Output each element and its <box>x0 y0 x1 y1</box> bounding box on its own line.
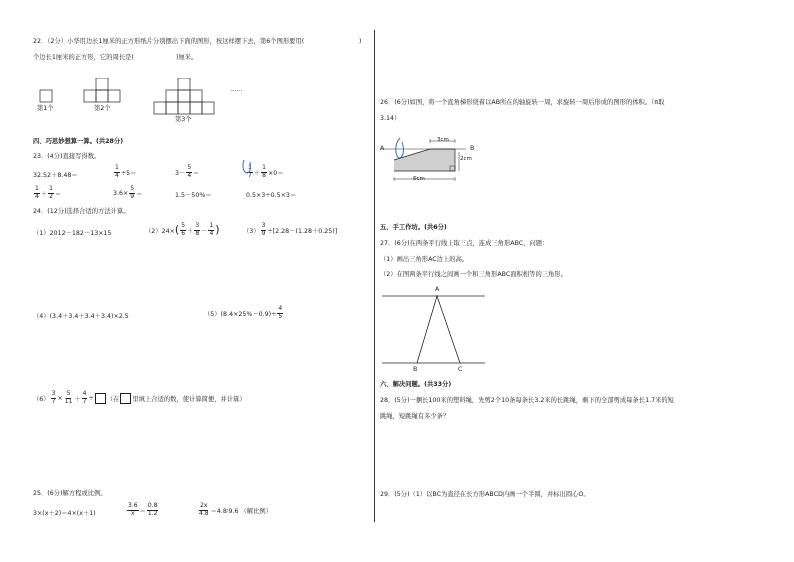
q24-p6: （6） $\frac{3}{7}$ × $\frac{5}{11}$ ＋ $\frac{4}{7}$ ÷ （在 里填上合适的数，使计算简便，并计算） <box>33 390 246 405</box>
q23-r1c4: $\frac{1}{7}$ ＋ $\frac{1}{8}$ ×0＝ <box>248 164 284 179</box>
q24-p4: （4）(3.4＋3.4＋3.4＋3.4)×2.5 <box>33 313 129 320</box>
section4-title: 四、巧思妙想算一算。(共28分) <box>33 138 124 145</box>
q27-text: 27．(6分)在两条平行线上取三点，连成三角形ABC，问题： <box>380 240 549 247</box>
column-divider <box>374 30 375 522</box>
handwritten-arrow-icon <box>396 138 404 158</box>
q29-text: 29．(5分)（1）以BC为直径在长方形ABCD内画一个半圆，并标出圆心O。 <box>380 491 590 498</box>
q23-r2c2: 3.6× $\frac{5}{9}$ ＝ <box>113 185 143 200</box>
q22-square-patterns <box>30 78 270 120</box>
fig26-label-A: A <box>380 145 385 152</box>
q23-r1c3: 3－ $\frac{5}{4}$ ＝ <box>175 164 200 179</box>
q25-e2: $\frac{3.6}{x}$ ＝ $\frac{0.8}{1.2}$ <box>128 502 158 517</box>
q23-r2c3: 1.5－50%＝ <box>175 192 212 199</box>
q23-r1c1: 32.52＋8.48＝ <box>33 172 78 179</box>
handwritten-mark-icon <box>240 158 254 176</box>
fig1-label: 第1个 <box>37 105 54 112</box>
q24-p3: （3） $\frac{3}{9}$ ÷[2.28－(1.28＋0.25)] <box>243 222 338 237</box>
fig26-top: 3cm <box>437 137 449 143</box>
q24-p1: （1）2012－182－13×15 <box>33 230 112 237</box>
fig27-label-A: A <box>435 286 440 293</box>
fig27-label-C: C <box>458 366 463 373</box>
q23-r2c1: $\frac{1}{4}$ ＋ $\frac{1}{2}$ ＝ <box>35 185 62 200</box>
q27-triangle-figure <box>380 288 490 374</box>
q27-part1: （1）画出三角形AC边上的高。 <box>380 256 469 263</box>
answer-box[interactable] <box>95 393 106 404</box>
q28-line2: 跳绳，短跳绳有多少条？ <box>380 413 450 420</box>
q22-line2-b: )厘米。 <box>176 54 198 61</box>
q24-p2: （2）24× ( $\frac{5}{6}$ ＋ $\frac{3}{8}$ － $\frac{1}{4}$ ) <box>145 222 220 237</box>
q25-title: 25．(6分)解方程或比例。 <box>33 490 107 497</box>
q23-r1c2: $\frac{1}{4}$ ÷5＝ <box>115 164 137 179</box>
fig3-label: 第3个 <box>175 116 192 123</box>
fig1-square <box>40 90 52 102</box>
q27-part2: （2）在图两条平行线之间画一个和三角形ABC面积相等的三角形。 <box>380 271 567 278</box>
q23-title: 23．(4分)直接写得数。 <box>33 153 101 160</box>
q26-line2: 3.14） <box>380 115 401 122</box>
section5-title: 五、手工作坊。(共6分) <box>380 224 447 231</box>
fig26-bottom: 6cm <box>413 176 425 182</box>
q24-title: 24．(12分)选择合适的方法计算。 <box>33 208 130 215</box>
fig27-label-B: B <box>413 366 418 373</box>
q26-line1: 26．(6分)如图，将一个直角梯形绕着以AB所在的轴旋转一周，求旋转一周后形成的图形的体积。（π取 <box>380 99 665 106</box>
q22-line2-a: 个边长1厘米的正方形，它的周长是( <box>33 54 134 61</box>
q25-e1: 3×(x＋2)＝4×(x＋1) <box>33 510 96 517</box>
fig26-right: 2cm <box>460 156 472 162</box>
q25-e3: $\frac{2x}{4.8}$ ＝4.8∶9.6 （解比例） <box>199 502 272 517</box>
q24-p5: （5）(8.4×25%－0.9)÷ $\frac{4}{5}$ <box>204 305 283 320</box>
q22-line1: 22．（2分）小华用边长1厘米的正方形纸片分别摆出下面的图形，按这样摆下去，第6个图形要用( <box>33 38 305 45</box>
q22-close-paren: ) <box>359 38 362 45</box>
fig2-label: 第2个 <box>94 105 111 112</box>
section6-title: 六、解决问题。(共33分) <box>380 381 452 388</box>
answer-box-inline <box>120 393 131 404</box>
q28-line1: 28．(5分)一捆长100米的塑料绳，先剪2个10条每条长3.2米的长跳绳，剩下的全部剪成每条长1.7米的短 <box>380 397 674 404</box>
fig26-label-B: B <box>470 145 475 152</box>
q22-ellipsis: …… <box>230 86 243 93</box>
q23-r2c4: 0.5×3÷0.5×3＝ <box>246 192 297 199</box>
